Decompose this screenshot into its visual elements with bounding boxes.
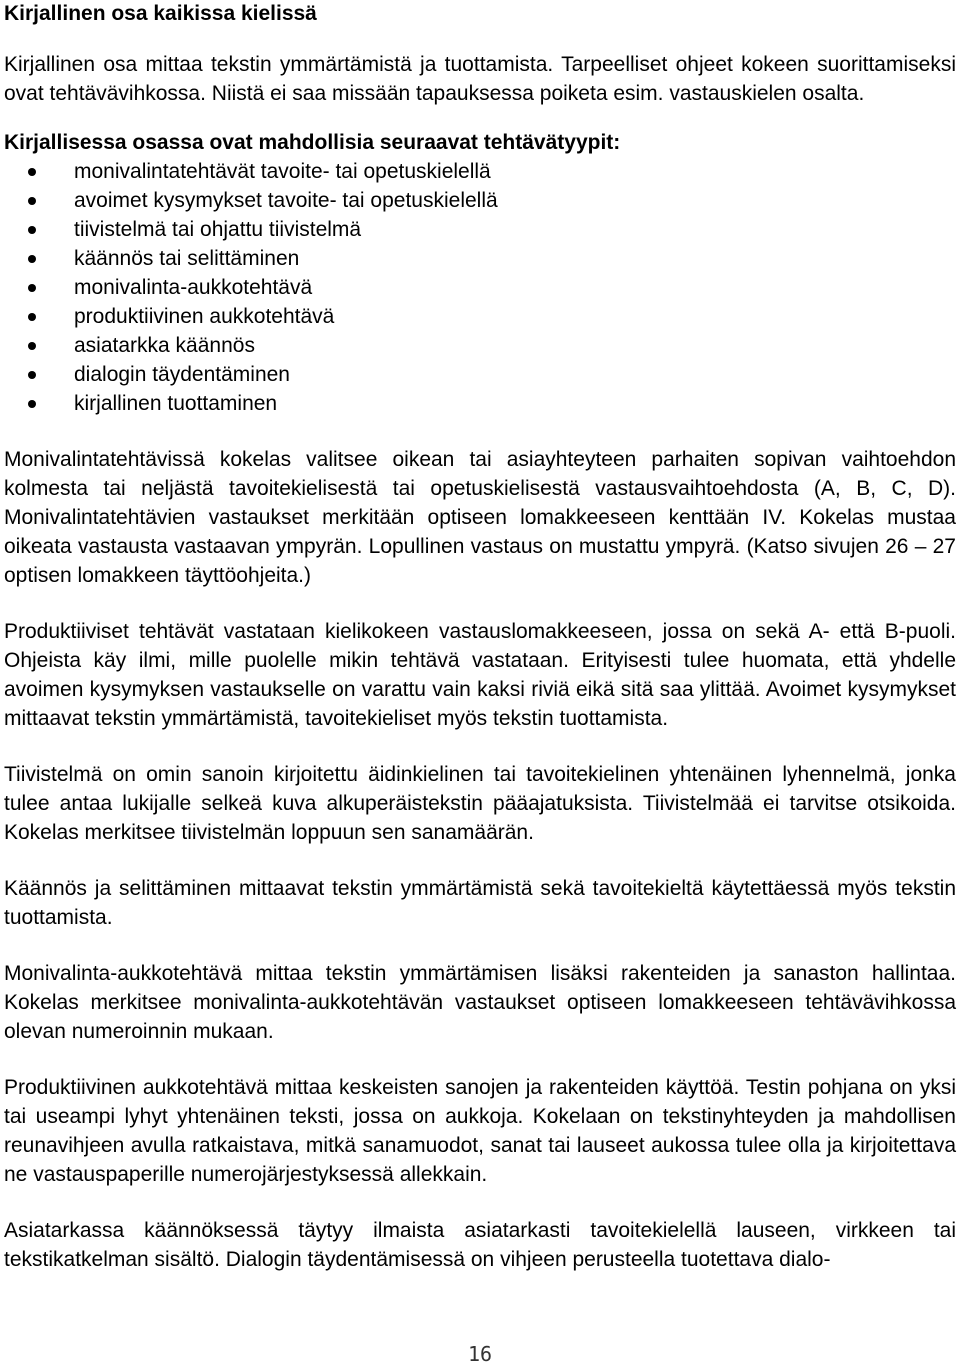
multiple-choice-paragraph: Monivalintatehtävissä kokelas valitsee oikean tai asiayhteyteen parhaiten sopivan vaihtoehdon kolmesta tai neljästä tavoitekielisestä tai opetuskielisestä vastausvaihtoehdosta (A, B, C, D). Monivalintatehtävien vastaukset merkitään optiseen lomakkeeseen kenttään IV. Kokelas mustaa oikeata vastausta vastaavan ympyrän. Lopullinen vastaus on mustattu ympyrä. (Katso sivujen 26 – 27 optisen lomakkeen täyttöohjeita.)	[4, 448, 956, 587]
list-item-text: dialogin täydentäminen	[74, 363, 290, 386]
productive-cloze-paragraph: Produktiivinen aukkotehtävä mittaa keskeisten sanojen ja rakenteiden käyttöä. Testin pohjana on yksi tai useampi lyhyt yhtenäinen teksti, jossa on aukkoja. Kokelaan on tekstinyhteyden ja mahdollisen reunavihjeen avulla ratkaistava, mitkä sanamuodot, sanat tai lauseet aukossa tulee olla ja kirjoitettava ne vastauspaperille numerojärjestyksessä allekkain.	[4, 1076, 956, 1186]
list-item-text: käännös tai selittäminen	[74, 247, 300, 270]
bullet-icon	[28, 400, 36, 408]
intro-paragraph: Kirjallinen osa mittaa tekstin ymmärtämistä ja tuottamista. Tarpeelliset ohjeet kokeen suorittamiseksi ovat tehtävävihkossa. Niistä ei saa missään tapauksessa poiketa esim. vastauskielen osalta.	[4, 53, 956, 105]
task-types-list	[4, 157, 956, 418]
list-item-text: tiivistelmä tai ohjattu tiivistelmä	[74, 218, 362, 241]
accurate-translation-paragraph: Asiatarkassa käännöksessä täytyy ilmaista asiatarkasti tavoitekielellä lauseen, virkkeen tai tekstikatkelman sisältö. Dialogin täydentämisessä on vihjeen perusteella tuotettava dialo-	[4, 1219, 956, 1271]
list-item	[4, 244, 956, 273]
translation-paragraph: Käännös ja selittäminen mittaavat tekstin ymmärtämistä sekä tavoitekieltä käytettäessä myös tekstin tuottamista.	[4, 877, 956, 929]
list-item	[4, 157, 956, 186]
list-item	[4, 273, 956, 302]
bullet-icon	[28, 313, 36, 321]
bullet-icon	[28, 284, 36, 292]
list-item-text: produktiivinen aukkotehtävä	[74, 305, 335, 328]
section-title: Kirjallinen osa kaikissa kielissä	[4, 2, 317, 25]
bullet-icon	[28, 371, 36, 379]
bullet-icon	[28, 197, 36, 205]
list-item-text: monivalinta-aukkotehtävä	[74, 276, 313, 299]
list-item-text: asiatarkka käännös	[74, 334, 255, 357]
bullet-icon	[28, 255, 36, 263]
bullet-icon	[28, 168, 36, 176]
bullet-icon	[28, 226, 36, 234]
list-item	[4, 186, 956, 215]
list-item	[4, 215, 956, 244]
bullet-icon	[28, 342, 36, 350]
list-item-text: avoimet kysymykset tavoite- tai opetuskielellä	[74, 189, 498, 212]
list-item	[4, 389, 956, 418]
list-item	[4, 302, 956, 331]
list-item	[4, 331, 956, 360]
productive-tasks-paragraph: Produktiiviset tehtävät vastataan kielikokeen vastauslomakkeeseen, jossa on sekä A- että B-puoli. Ohjeista käy ilmi, mille puolelle mikin tehtävä vastataan. Erityisesti tulee huomata, että yhdelle avoimen kysymyksen vastaukselle on varattu vain kaksi riviä eikä sitä saa ylittää. Avoimet kysymykset mittaavat tekstin ymmärtämistä, tavoitekieliset myös tekstin tuottamista.	[4, 620, 956, 730]
cloze-choice-paragraph: Monivalinta-aukkotehtävä mittaa tekstin ymmärtämisen lisäksi rakenteiden ja sanaston hallintaa. Kokelas merkitsee monivalinta-aukkotehtävän vastaukset optiseen lomakkeeseen tehtävävihkossa olevan numeroinnin mukaan.	[4, 962, 956, 1043]
task-types-heading: Kirjallisessa osassa ovat mahdollisia seuraavat tehtävätyypit:	[4, 131, 621, 154]
page-number: 16	[467, 1342, 493, 1366]
summary-paragraph: Tiivistelmä on omin sanoin kirjoitettu äidinkielinen tai tavoitekielinen yhtenäinen lyhennelmä, jonka tulee antaa lukijalle selkeä kuva alkuperäistekstin pääajatuksista. Tiivistelmää ei tarvitse otsikoida. Kokelas merkitsee tiivistelmän loppuun sen sanamäärän.	[4, 763, 956, 844]
list-item	[4, 360, 956, 389]
list-item-text: kirjallinen tuottaminen	[74, 392, 278, 415]
document-page	[4, 0, 956, 1274]
list-item-text: monivalintatehtävät tavoite- tai opetuskielellä	[74, 160, 491, 183]
